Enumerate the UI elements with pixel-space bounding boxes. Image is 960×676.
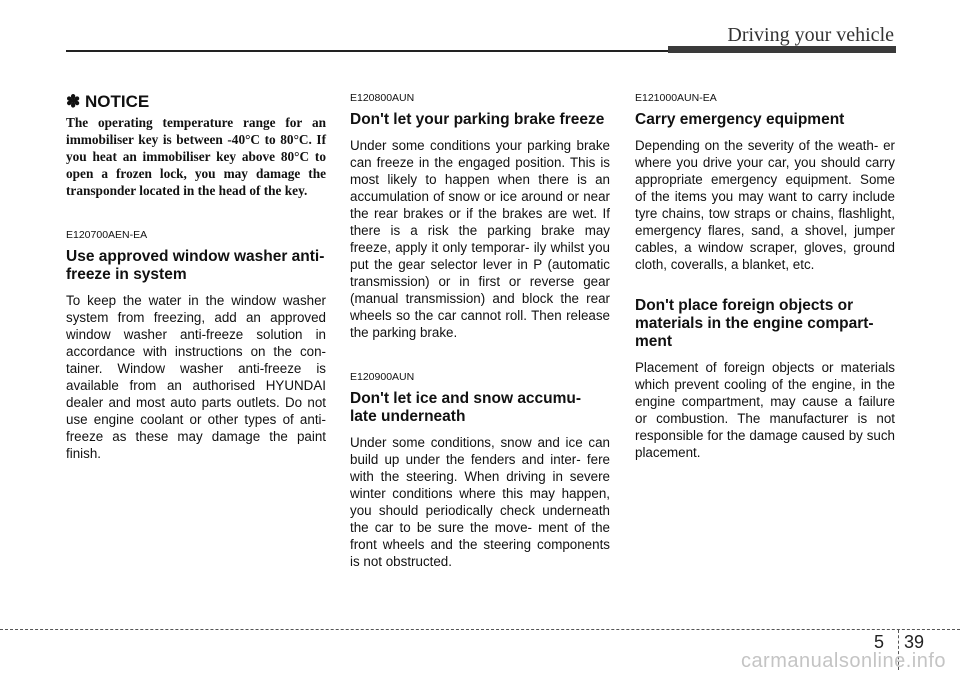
notice-heading: [66, 92, 326, 112]
section-code: E120800AUN: [350, 92, 415, 104]
section-number: 5: [874, 632, 885, 652]
section-body-emergency-equipment: Depending on the severity of the weath- er where you drive your car, you should carry appropriate emergency equipment. Some of the items you may want to carry include tyre chains, tow straps or chains, flashlight, emergency flares, sand, a shovel, jumper cables, a window scraper, gloves, ground cloth, coveralls, a blanket, etc.: [635, 138, 895, 272]
section-body-parking-brake: Under some conditions your parking brake can freeze in the engaged position. This is most likely to happen when there is an accumulation of snow or ice around or near the rear brakes or if the brakes are wet. If there is a risk the parking brake may freeze, apply it only temporar- ily whilst you put the gear selector lever in P (automatic transmission) or in first or reverse gear (manual transmission) and block the rear wheels so the car cannot roll. Then release the parking brake.: [350, 138, 610, 340]
section-code: E120700AEN-EA: [66, 229, 148, 241]
section-title-ice-snow: Don't let ice and snow accumu- late underneath: [350, 390, 582, 425]
header-accent-bar: [668, 46, 896, 53]
header-rule: [66, 50, 670, 52]
section-code: E121000AUN-EA: [635, 92, 717, 104]
section-title-emergency-equipment: Carry emergency equipment: [635, 111, 845, 128]
watermark: carmanualsonline.info: [740, 650, 946, 672]
section-code: E120900AUN: [350, 371, 415, 383]
section-body-foreign-objects: Placement of foreign objects or materials which prevent cooling of the engine, in the engine compartment, may cause a failure or combustion. The manufacturer is not responsible for the damage caused by such placement.: [635, 360, 895, 460]
column-1: [66, 92, 326, 462]
running-header-title: Driving your vehicle: [727, 24, 894, 46]
notice-star-icon: ✽: [66, 92, 81, 111]
section-body-ice-snow: Under some conditions, snow and ice can build up under the fenders and inter- fere with the steering. When driving in severe winter conditions where this may happen, you should periodically check underneath the car to be sure the move- ment of the front wheels and the steering components is not obstructed.: [350, 435, 610, 569]
section-title-foreign-objects: Don't place foreign objects or materials in the engine compart- ment: [635, 297, 874, 350]
section-body-washer-antifreeze: To keep the water in the window washer system from freezing, add an approved window washer anti-freeze solution in accordance with instructions on the con- tainer. Window washer anti-freeze is available from an authorised HYUNDAI dealer and most auto parts outlets. Do not use engine coolant or other types of anti-freeze as these may damage the paint finish.: [66, 293, 326, 461]
column-2: [350, 92, 610, 570]
page-number: 39: [904, 632, 925, 652]
column-3: [635, 92, 895, 461]
footer-rule: [0, 629, 960, 630]
notice-body: The operating temperature range for an immobiliser key is between -40°C to 80°C. If you heat an immobiliser key above 80°C to open a frozen lock, you may damage the transponder located in the head of the key.: [66, 115, 326, 198]
notice-title: NOTICE: [84, 92, 150, 111]
section-title-parking-brake: Don't let your parking brake freeze: [350, 111, 605, 128]
section-title-washer-antifreeze: Use approved window washer anti-freeze in system: [66, 248, 325, 283]
